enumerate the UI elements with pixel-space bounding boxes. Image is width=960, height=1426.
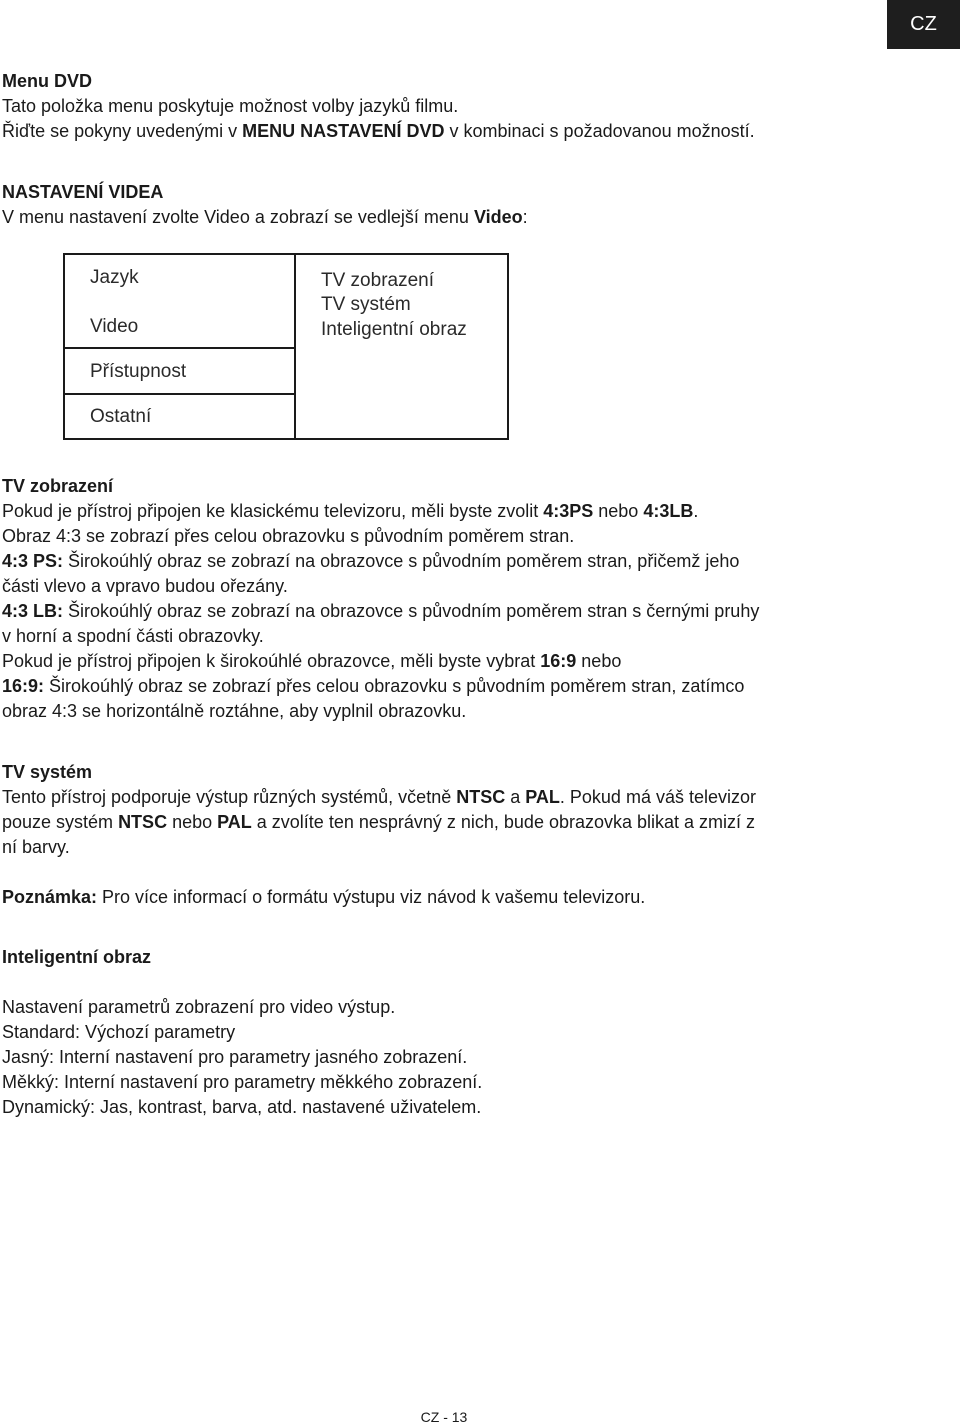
smart-picture-line: Měkký: Interní nastavení pro parametry měkkého zobrazení.	[2, 1072, 483, 1092]
menu-item-accessibility: Přístupnost	[90, 361, 187, 382]
menu-item-video: Video	[90, 316, 139, 337]
submenu-item-tv-display: TV zobrazení	[321, 270, 434, 291]
tv-system-line: Tento přístroj podporuje výstup různých systémů, včetně NTSC a PAL. Pokud má váš televizor	[2, 787, 756, 807]
menu-item-other: Ostatní	[90, 406, 152, 427]
video-setup-title: NASTAVENÍ VIDEA	[2, 182, 164, 202]
tv-display-line: obraz 4:3 se horizontálně roztáhne, aby vyplnil obrazovku.	[2, 701, 467, 721]
tv-display-title: TV zobrazení	[2, 476, 114, 496]
tv-display-line: Obraz 4:3 se zobrazí přes celou obrazovku s původním poměrem stran.	[2, 526, 575, 546]
submenu-item-tv-system: TV systém	[321, 294, 411, 315]
tv-display-line: 4:3 LB: Širokoúhlý obraz se zobrazí na obrazovce s původním poměrem stran s černými pruhy	[2, 601, 760, 621]
tv-display-line: části vlevo a vpravo budou ořezány.	[2, 576, 288, 596]
smart-picture-line: Dynamický: Jas, kontrast, barva, atd. nastavené uživatelem.	[2, 1097, 482, 1117]
tv-display-line: Pokud je přístroj připojen k širokoúhlé obrazovce, měli byste vybrat 16:9 nebo	[2, 651, 622, 671]
menu-dvd-title: Menu DVD	[2, 71, 92, 91]
tv-system-line: ní barvy.	[2, 837, 70, 857]
menu-item-language: Jazyk	[90, 267, 139, 288]
tv-display-line: 16:9: Širokoúhlý obraz se zobrazí přes celou obrazovku s původním poměrem stran, zatímco	[2, 676, 745, 696]
smart-picture-line: Standard: Výchozí parametry	[2, 1022, 236, 1042]
smart-picture-line: Jasný: Interní nastavení pro parametry jasného zobrazení.	[2, 1047, 468, 1067]
page-number: CZ - 13	[420, 1409, 468, 1425]
tv-system-title: TV systém	[2, 762, 93, 782]
menu-divider	[63, 393, 296, 395]
note: Poznámka: Pro více informací o formátu výstupu viz návod k vašemu televizoru.	[2, 887, 646, 907]
smart-picture-line: Nastavení parametrů zobrazení pro video výstup.	[2, 997, 396, 1017]
tv-display-line: Pokud je přístroj připojen ke klasickému televizoru, měli byste zvolit 4:3PS nebo 4:3LB.	[2, 501, 699, 521]
menu-dvd-text: Tato položka menu poskytuje možnost volby jazyků filmu.	[2, 96, 459, 116]
video-setup-intro: V menu nastavení zvolte Video a zobrazí se vedlejší menu Video:	[2, 207, 528, 227]
submenu-item-smart-picture: Inteligentní obraz	[321, 319, 467, 340]
language-tab: CZ	[887, 0, 960, 49]
tv-system-line: pouze systém NTSC nebo PAL a zvolíte ten nesprávný z nich, bude obrazovka blikat a zmizí z	[2, 812, 756, 832]
menu-divider	[63, 347, 296, 349]
tv-display-line: v horní a spodní části obrazovky.	[2, 626, 264, 646]
menu-dvd-instruction: Řiďte se pokyny uvedenými v MENU NASTAVENÍ DVD v kombinaci s požadovanou možností.	[2, 121, 755, 141]
tv-display-line: 4:3 PS: Širokoúhlý obraz se zobrazí na obrazovce s původním poměrem stran, přičemž jeho	[2, 551, 740, 571]
smart-picture-title: Inteligentní obraz	[2, 947, 152, 967]
